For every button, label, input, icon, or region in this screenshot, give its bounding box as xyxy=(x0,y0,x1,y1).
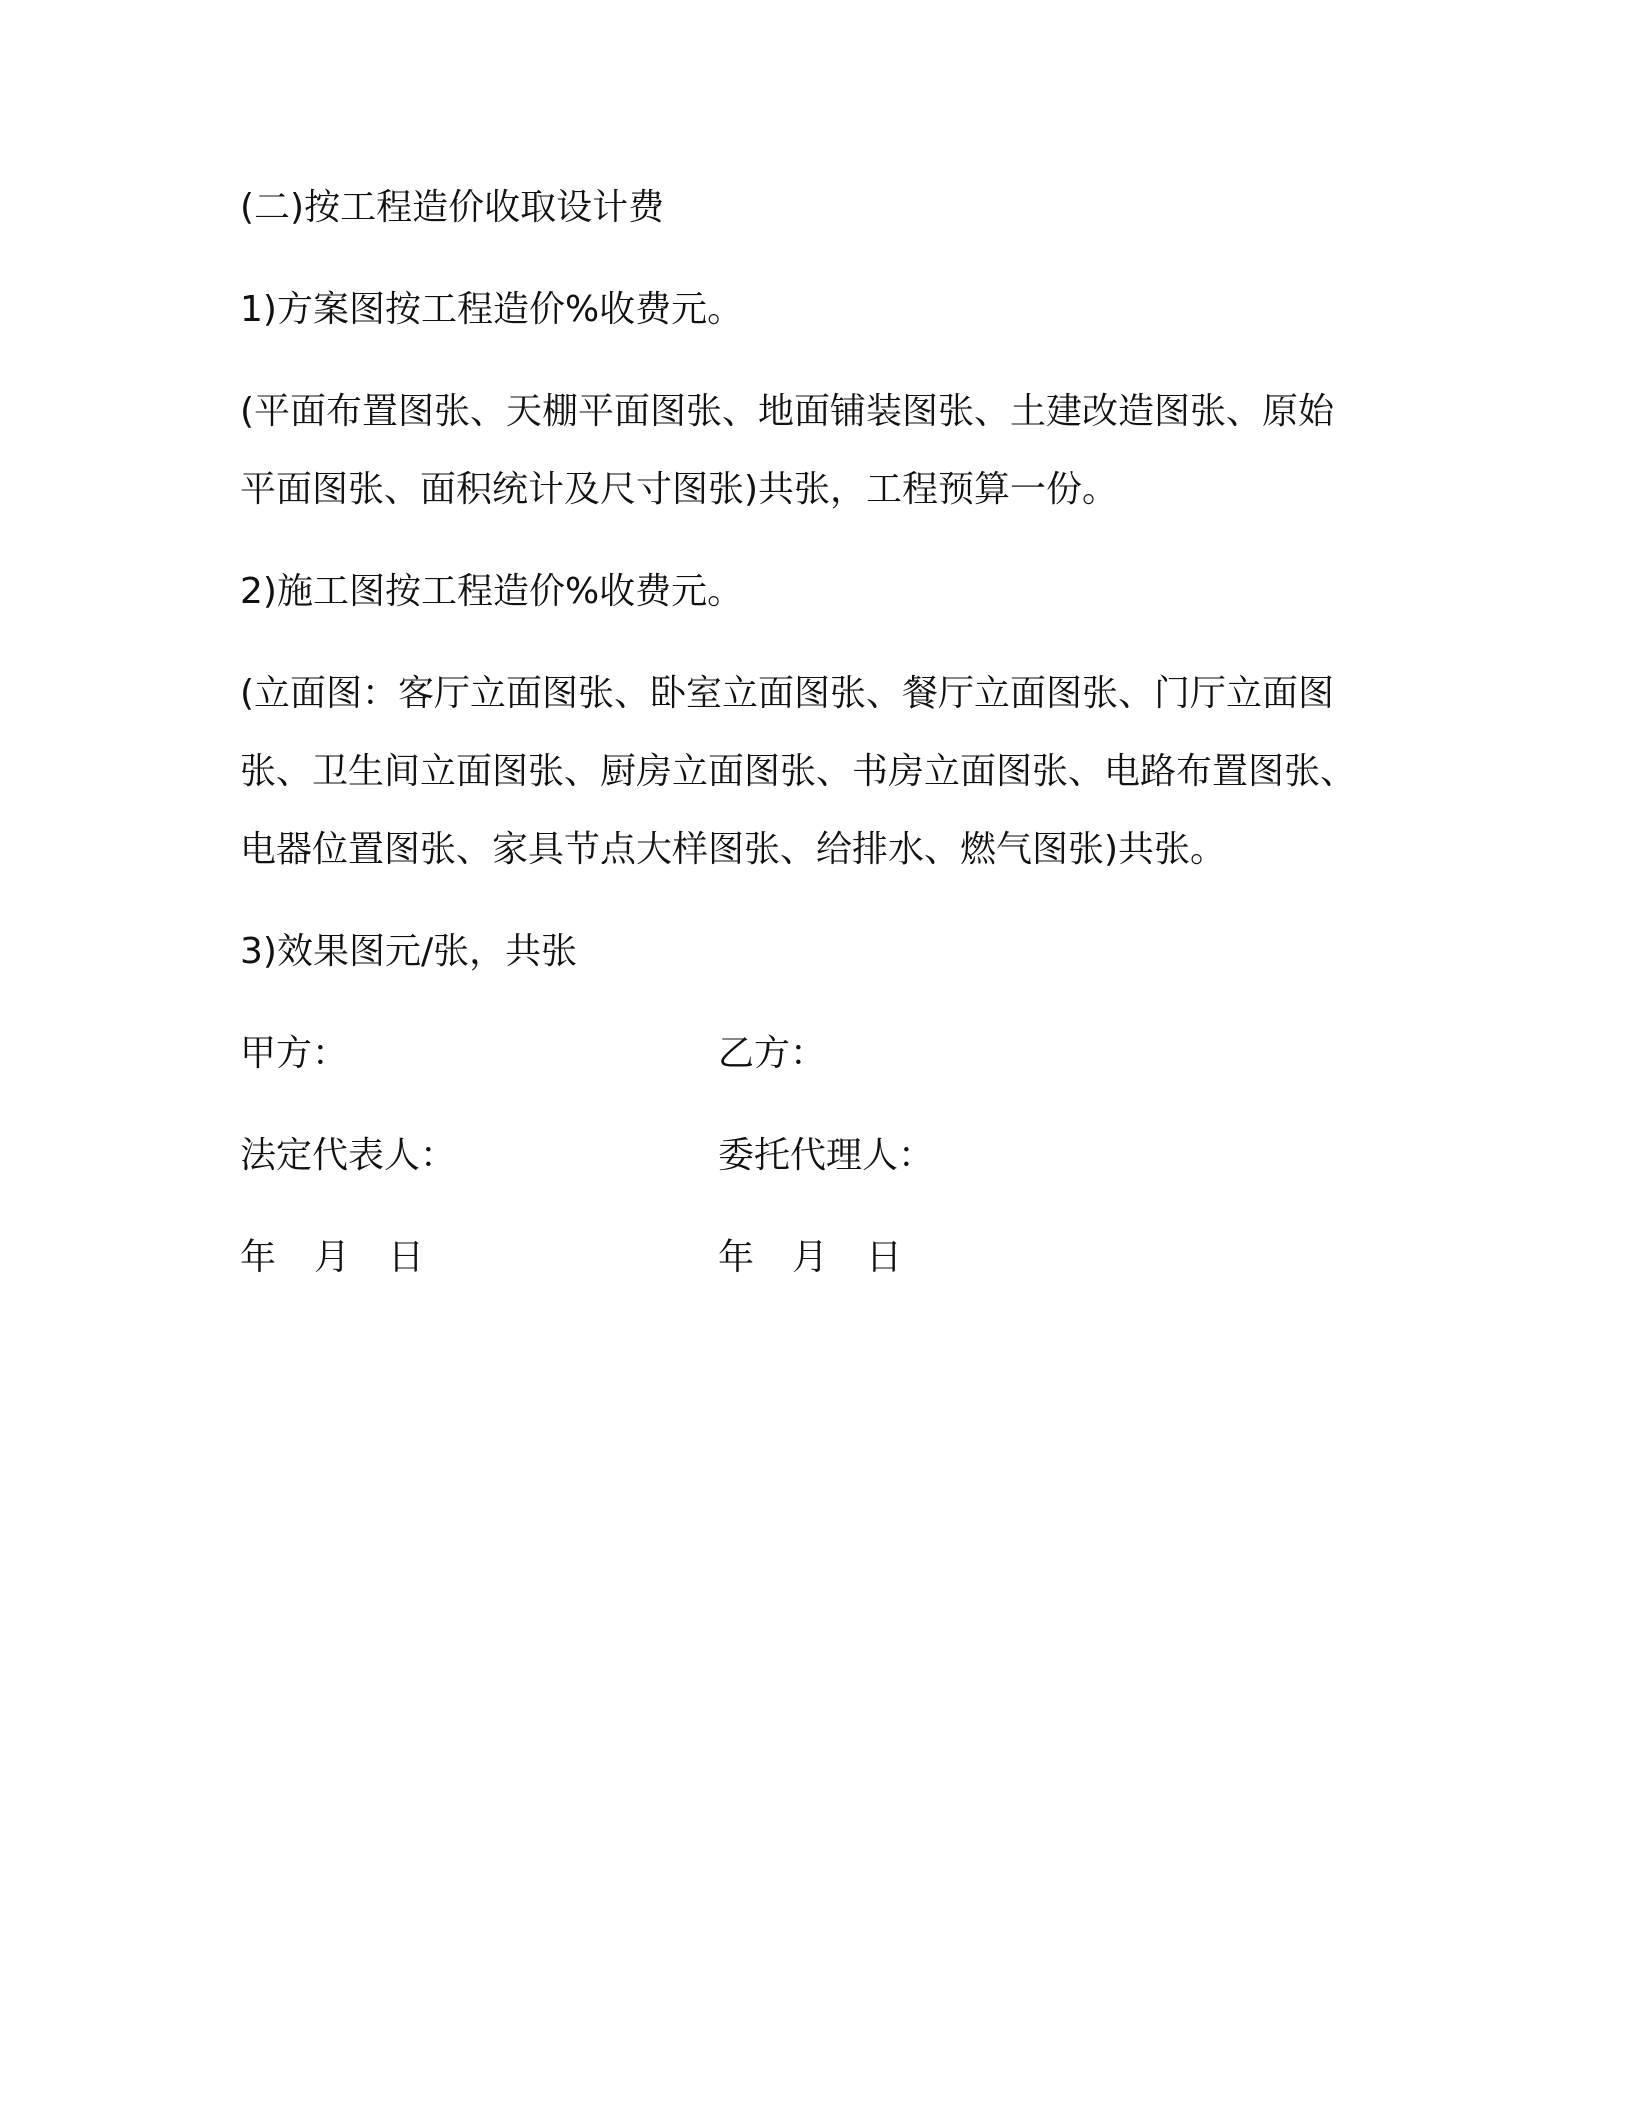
date-month: 月 xyxy=(792,1237,829,1278)
item-1: 1)方案图按工程造价%收费元。 xyxy=(240,289,744,330)
item-2-detail-line: 电器位置图张、家具节点大样图张、给排水、燃气图张)共张。 xyxy=(240,829,1227,870)
party-b-label: 乙方： xyxy=(718,1033,827,1074)
date-month: 月 xyxy=(314,1237,351,1278)
date-year: 年 xyxy=(240,1237,277,1278)
item-2-detail-line: (立面图：客厅立面图张、卧室立面图张、餐厅立面图张、门厅立面图 xyxy=(240,673,1335,714)
date-year: 年 xyxy=(718,1237,755,1278)
document-body xyxy=(240,187,1400,1278)
party-a-label: 甲方： xyxy=(240,1033,349,1074)
item-3: 3)效果图元/张，共张 xyxy=(240,931,578,972)
signature-parties-row xyxy=(240,1033,1400,1074)
date-left xyxy=(240,1237,425,1278)
date-right xyxy=(718,1237,903,1278)
item-1-detail-line: 平面图张、面积统计及尺寸图张)共张，工程预算一份。 xyxy=(240,469,1119,510)
section-heading: (二)按工程造价收取设计费 xyxy=(240,187,665,228)
item-2: 2)施工图按工程造价%收费元。 xyxy=(240,571,744,612)
legal-representative-label: 法定代表人： xyxy=(240,1135,457,1176)
agent-label: 委托代理人： xyxy=(718,1135,935,1176)
item-2-detail xyxy=(240,673,1400,870)
date-day: 日 xyxy=(866,1237,903,1278)
signature-date-row xyxy=(240,1237,1400,1278)
item-1-detail xyxy=(240,391,1400,510)
signature-representatives-row xyxy=(240,1135,1400,1176)
item-2-detail-line: 张、卫生间立面图张、厨房立面图张、书房立面图张、电路布置图张、 xyxy=(240,751,1357,792)
date-day: 日 xyxy=(388,1237,425,1278)
item-1-detail-line: (平面布置图张、天棚平面图张、地面铺装图张、土建改造图张、原始 xyxy=(240,391,1335,432)
